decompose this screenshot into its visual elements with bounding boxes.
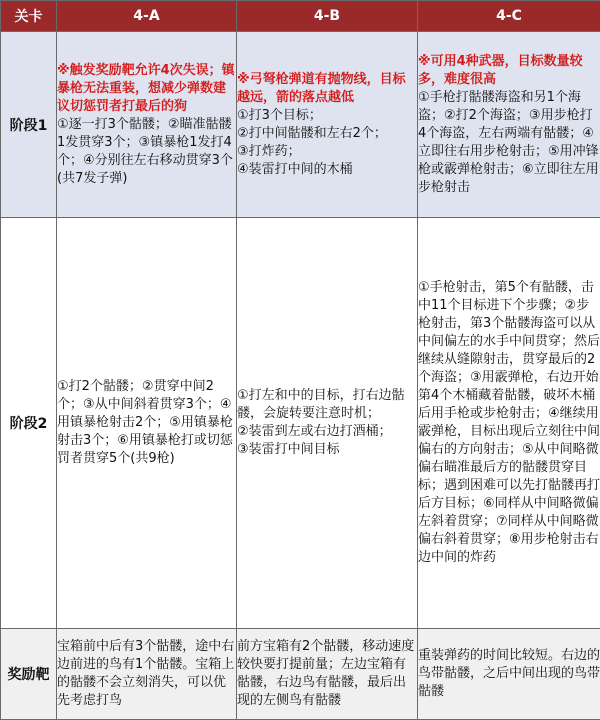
step-text: ②打中间骷髅和左右2个； (237, 125, 387, 141)
header-4b: 4-B (237, 1, 418, 32)
step-text: ①逐一打3个骷髅；②瞄准骷髅1发贯穿3个；③镇暴枪1发打4个；④分别往左右移动贯穿3个(共7发子弹) (57, 116, 233, 186)
table-row (1, 32, 600, 218)
cell-phase1-4c (418, 32, 600, 218)
header-row (1, 1, 600, 32)
cell-phase2-4c (418, 218, 600, 629)
warning-note: ※弓弩枪弹道有抛物线，目标越远，箭的落点越低 (237, 71, 406, 105)
step-text: ③打炸药； (237, 143, 301, 159)
step-text: ①手枪打骷髅海盗和另1个海盗；②打2个海盗；③用步枪打4个海盗，左右两端有骷髅；④立即往右用步枪射击；⑤用冲锋枪或霰弹枪射击；⑥立即往左用步枪射击 (418, 89, 599, 195)
warning-note: ※可用4种武器，目标数量较多，难度很高 (418, 53, 583, 87)
step-text: ①打3个目标； (237, 107, 322, 123)
cell-phase2-4b (237, 218, 418, 629)
header-stage: 关卡 (1, 1, 57, 32)
header-4a: 4-A (57, 1, 237, 32)
table-row (1, 218, 600, 629)
row-label-bonus: 奖励靶 (1, 629, 57, 720)
cell-bonus-4c (418, 629, 600, 720)
step-text: ①打2个骷髅；②贯穿中间2个；③从中间斜着贯穿3个；④用镇暴枪射击2个；⑤用镇暴枪射击3个；⑥用镇暴枪打或切惩罚者贯穿5个(共9枪) (57, 379, 233, 466)
row-label-phase1: 阶段1 (1, 32, 57, 218)
step-text: ①打左和中的目标，打右边骷髅，会旋转要注意时机； (237, 388, 405, 421)
table-row (1, 629, 600, 720)
step-text: 宝箱前中后有3个骷髅，途中右边前进的鸟有1个骷髅。宝箱上的骷髅不会立刻消失，可以优先考虑打鸟 (57, 639, 235, 708)
warning-note: ※触发奖励靶允许4次失误；镇暴枪无法重装，想减少弹数建议切惩罚者打最后的狗 (57, 62, 235, 114)
cell-phase2-4a (57, 218, 237, 629)
step-text: 前方宝箱有2个骷髅，移动速度较快要打提前量；左边宝箱有骷髅，右边鸟有骷髅，最后出现的左侧鸟有骷髅 (237, 639, 415, 708)
row-label-phase2: 阶段2 (1, 218, 57, 629)
step-text: ①手枪射击，第5个有骷髅，击中11个目标进下个步骤；②步枪射击，第3个骷髅海盗可以从中间偏左的水手中间贯穿；然后继续从缝隙射击，贯穿最后的2个海盗；③用霰弹枪，右边开始第4个木桶藏着骷髅，破坏木桶后用手枪或步枪射击；④继续用霰弹枪，目标出现后立刻往中间偏右的方向射击；⑤从中间略微偏右瞄准最后方的骷髅贯穿目标；遇到困难可以先打骷髅再打后方目标；⑥同样从中间略微偏左斜着贯穿；⑦同样从中间略微偏右斜着贯穿；⑧用步枪射击右边中间的炸药 (418, 280, 600, 565)
step-text: ④装雷打中间的木桶 (237, 161, 353, 177)
step-text: ③装雷打中间目标 (237, 442, 340, 457)
step-text: 重装弹药的时间比较短。右边的鸟带骷髅，之后中间出现的鸟带骷髅 (418, 648, 600, 699)
cell-phase1-4b (237, 32, 418, 218)
cell-bonus-4b (237, 629, 418, 720)
cell-phase1-4a (57, 32, 237, 218)
header-4c: 4-C (418, 1, 600, 32)
cell-bonus-4a (57, 629, 237, 720)
step-text: ②装雷到左或右边打酒桶； (237, 424, 392, 439)
